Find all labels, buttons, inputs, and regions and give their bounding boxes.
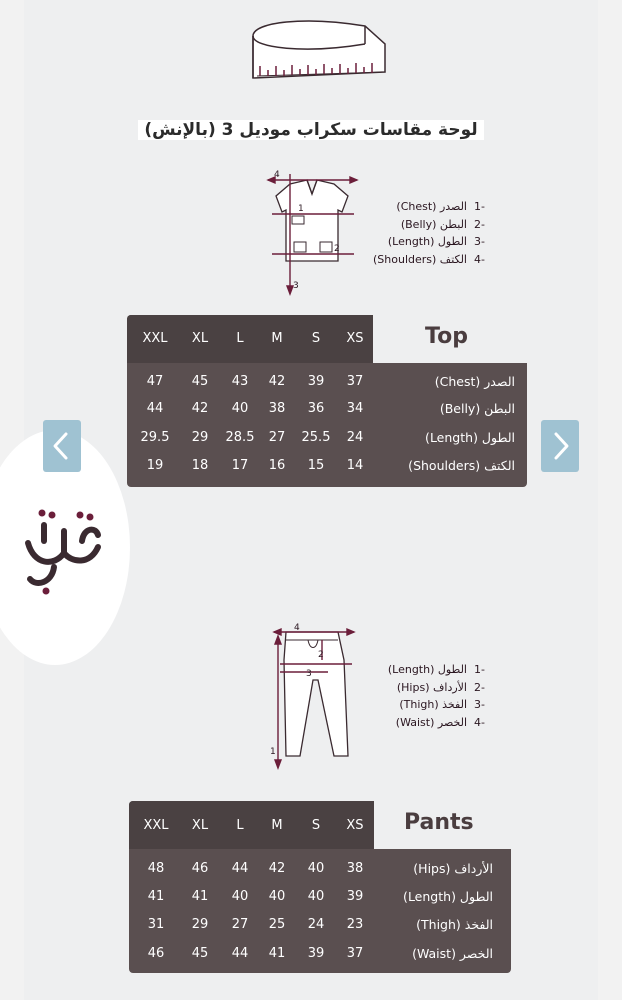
table-cell: 45 — [191, 946, 209, 961]
table-cell: 25 — [268, 917, 286, 932]
legend-item — [355, 251, 485, 269]
row-label: الكتف (Shoulders) — [408, 458, 515, 473]
legend-item — [355, 714, 485, 732]
legend-number: -1 — [474, 200, 485, 213]
legend-number: -4 — [474, 252, 485, 266]
legend-label: البطن (Belly) — [400, 217, 467, 231]
table-cell: 19 — [146, 458, 164, 473]
table-cell: 28.5 — [225, 430, 255, 445]
table-cell: 29 — [191, 917, 209, 932]
table-cell: 23 — [346, 917, 364, 932]
row-label: الصدر (Chest) — [434, 374, 515, 389]
row-label: الخصر (Waist) — [412, 946, 493, 961]
diagram-number: 2 — [318, 650, 324, 660]
table-cell: 17 — [231, 458, 249, 473]
table-cell: 29 — [191, 430, 209, 445]
legend-number: -3 — [474, 698, 485, 711]
table-cell: 40 — [307, 889, 325, 904]
size-header: S — [311, 818, 321, 833]
table-cell: 18 — [191, 458, 209, 473]
diagram-number: 1 — [298, 204, 304, 214]
size-header: XL — [191, 331, 209, 346]
size-header: XS — [346, 331, 364, 346]
legend-item — [355, 216, 485, 234]
legend-number: -3 — [474, 235, 485, 248]
carousel-prev-button[interactable] — [43, 420, 81, 472]
diagram-number: 3 — [293, 281, 299, 291]
table-cell: 24 — [346, 430, 364, 445]
table-cell: 44 — [231, 861, 249, 876]
table-cell: 39 — [346, 889, 364, 904]
legend-item — [355, 661, 485, 679]
table-cell: 40 — [231, 401, 249, 416]
table-cell: 29.5 — [140, 430, 170, 445]
legend-item — [355, 679, 485, 697]
size-header: M — [271, 331, 283, 346]
top-size-table — [127, 315, 527, 487]
table-cell: 39 — [307, 374, 325, 389]
table-cell: 41 — [191, 889, 209, 904]
measuring-tape-icon — [245, 14, 390, 84]
table-cell: 38 — [268, 401, 286, 416]
size-header: L — [236, 331, 244, 346]
table-cell: 16 — [268, 458, 286, 473]
table-cell: 41 — [268, 946, 286, 961]
table-cell: 44 — [231, 946, 249, 961]
table-cell: 47 — [146, 374, 164, 389]
legend-label: الكتف (Shoulders) — [373, 252, 467, 266]
carousel-next-button[interactable] — [541, 420, 579, 472]
row-label: الأرداف (Hips) — [413, 861, 493, 876]
legend-number: -2 — [474, 217, 485, 231]
pants-size-table — [129, 801, 511, 973]
table-cell: 42 — [268, 861, 286, 876]
legend-label: الأرداف (Hips) — [396, 680, 467, 694]
legend-label: الطول (Length) — [387, 235, 467, 248]
page-title: لوحة مقاسات سكراب موديل 3 (بالإنش) — [0, 120, 622, 140]
size-header: XXL — [143, 818, 169, 833]
table-cell: 38 — [346, 861, 364, 876]
pants-legend — [355, 661, 485, 731]
chevron-left-icon — [43, 420, 81, 472]
size-header: XS — [346, 818, 364, 833]
table-cell: 46 — [191, 861, 209, 876]
table-cell: 41 — [147, 889, 165, 904]
legend-number: -1 — [474, 663, 485, 676]
table-cell: 15 — [307, 458, 325, 473]
size-header: XXL — [142, 331, 168, 346]
table-cell: 37 — [346, 946, 364, 961]
scrub-pants-diagram — [268, 620, 363, 770]
diagram-number: 4 — [274, 170, 280, 180]
table-cell: 27 — [268, 430, 286, 445]
chevron-right-icon — [541, 420, 579, 472]
table-cell: 43 — [231, 374, 249, 389]
row-label: الطول (Length) — [403, 889, 493, 904]
legend-number: -4 — [474, 715, 485, 729]
table-cell: 34 — [346, 401, 364, 416]
table-cell: 40 — [307, 861, 325, 876]
table-cell: 31 — [147, 917, 165, 932]
legend-item — [355, 233, 485, 251]
legend-label: الخصر (Waist) — [395, 715, 467, 729]
top-legend — [355, 198, 485, 268]
row-label: الفخذ (Thigh) — [416, 917, 493, 932]
table-cell: 40 — [268, 889, 286, 904]
table-cell: 40 — [231, 889, 249, 904]
table-cell: 45 — [191, 374, 209, 389]
table-cell: 48 — [147, 861, 165, 876]
diagram-number: 4 — [294, 623, 300, 633]
legend-label: الطول (Length) — [387, 663, 467, 676]
table-title: Top — [425, 324, 468, 349]
row-label: الطول (Length) — [425, 430, 515, 445]
table-cell: 46 — [147, 946, 165, 961]
size-header: L — [236, 818, 244, 833]
table-cell: 27 — [231, 917, 249, 932]
table-cell: 24 — [307, 917, 325, 932]
table-cell: 14 — [346, 458, 364, 473]
legend-item — [355, 696, 485, 714]
diagram-number: 2 — [334, 244, 340, 254]
size-header: XL — [191, 818, 209, 833]
legend-label: الصدر (Chest) — [396, 200, 467, 213]
table-cell: 39 — [307, 946, 325, 961]
diagram-number: 1 — [270, 747, 276, 757]
size-header: M — [271, 818, 283, 833]
table-cell: 36 — [307, 401, 325, 416]
legend-number: -2 — [474, 680, 485, 694]
diagram-number: 3 — [306, 669, 312, 679]
table-cell: 44 — [146, 401, 164, 416]
table-title: Pants — [404, 810, 474, 835]
size-header: S — [311, 331, 321, 346]
brand-logo — [24, 505, 106, 600]
table-cell: 25.5 — [301, 430, 331, 445]
scrub-top-diagram — [262, 166, 362, 296]
table-cell: 42 — [191, 401, 209, 416]
table-cell: 37 — [346, 374, 364, 389]
legend-item — [355, 198, 485, 216]
legend-label: الفخذ (Thigh) — [399, 698, 467, 711]
row-label: البطن (Belly) — [439, 401, 515, 416]
table-cell: 42 — [268, 374, 286, 389]
